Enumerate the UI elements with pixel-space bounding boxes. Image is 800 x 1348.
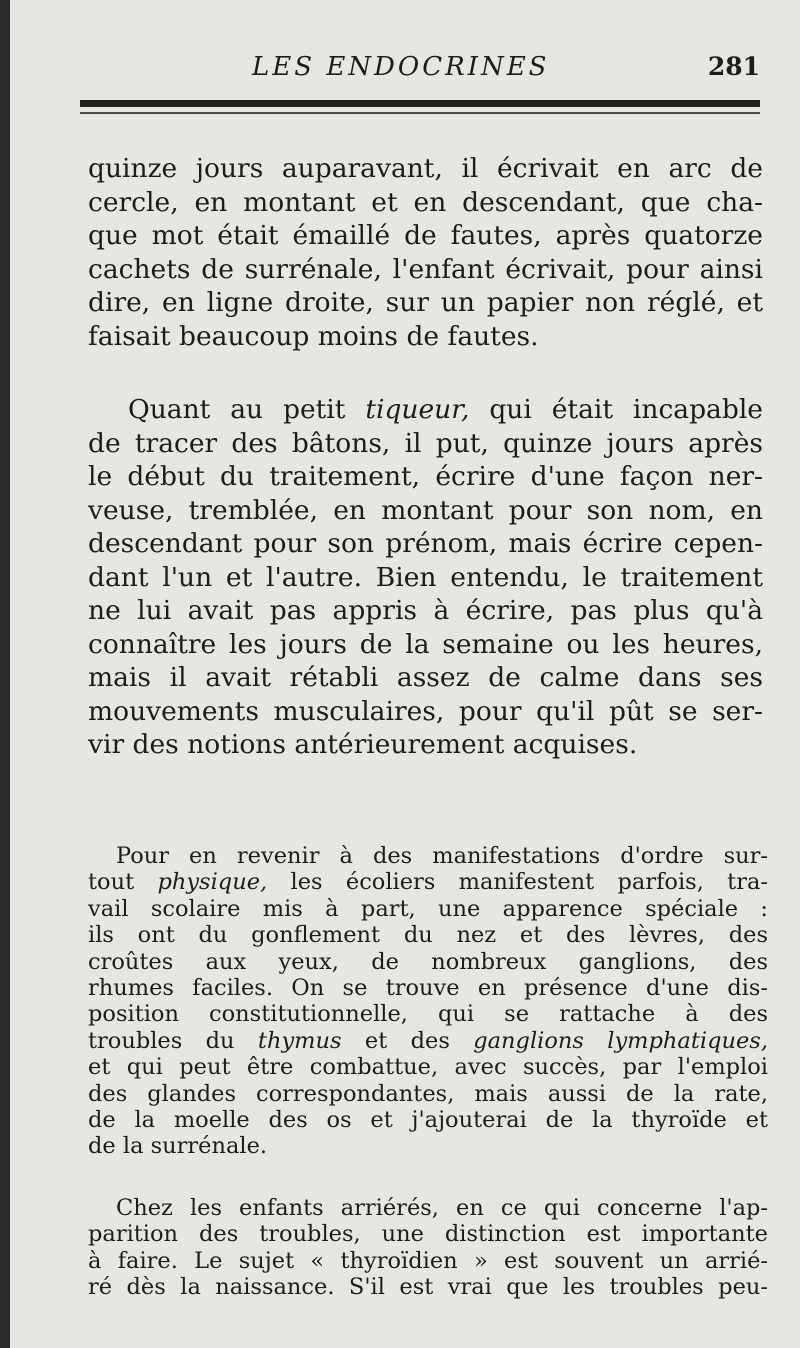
text-line: de tracer des bâtons, il put, quinze jours après xyxy=(88,427,763,459)
text-line: des glandes correspondantes, mais aussi de la rate, xyxy=(88,1080,768,1107)
text-line: cachets de surrénale, l'enfant écrivait, pour ainsi xyxy=(88,253,763,285)
text-line: ne lui avait pas appris à écrire, pas plus qu'à xyxy=(88,595,763,626)
text-line: vir des notions antérieurement acquises. xyxy=(88,729,638,760)
text-line: connaître les jours de la semaine ou les heures, xyxy=(88,628,763,660)
text-line: à faire. Le sujet « thyroïdien » est souvent un arrié- xyxy=(88,1247,768,1274)
header-rule-thin xyxy=(80,112,760,114)
text-run: qui était incapable xyxy=(469,394,763,425)
italic-word: tiqueur, xyxy=(365,394,470,425)
text-line: ré dès la naissance. S'il est vrai que les troubles peu- xyxy=(88,1274,768,1301)
text-line xyxy=(88,869,768,895)
text-line xyxy=(88,393,763,427)
italic-word: thymus xyxy=(257,1027,342,1054)
text-run: troubles du xyxy=(88,1027,258,1054)
text-line: quinze jours auparavant, il écrivait en arc de xyxy=(88,153,763,184)
text-line: veuse, tremblée, en montant pour son nom, en xyxy=(88,494,763,526)
text-line: Chez les enfants arriérés, en ce qui concerne l'ap- xyxy=(116,1195,768,1221)
text-run: et des xyxy=(341,1027,474,1054)
text-line: que mot était émaillé de fautes, après quatorze xyxy=(88,220,763,251)
paragraph-3 xyxy=(88,843,768,1160)
page-number: 281 xyxy=(707,52,760,81)
italic-word: physique, xyxy=(157,869,268,896)
text-line: parition des troubles, une distinction est importante xyxy=(88,1221,768,1248)
text-line: dant l'un et l'autre. Bien entendu, le traitement xyxy=(88,561,763,593)
text-line: croûtes aux yeux, de nombreux ganglions, des xyxy=(88,948,768,975)
text-line: de la moelle des os et j'ajouterai de la thyroïde et xyxy=(88,1107,768,1134)
paragraph-4 xyxy=(88,1195,768,1301)
book-page xyxy=(10,0,800,1348)
text-line: mouvements musculaires, pour qu'il pût se ser- xyxy=(88,695,763,727)
text-line: le début du traitement, écrire d'une façon ner- xyxy=(88,461,763,492)
page-header xyxy=(80,46,760,86)
text-line: vail scolaire mis à part, une apparence spéciale : xyxy=(88,895,768,922)
text-run: les écoliers manifestent parfois, tra- xyxy=(267,869,768,896)
paragraph-1 xyxy=(88,152,763,353)
italic-word: ganglions lymphatiques, xyxy=(473,1027,768,1054)
text-line: de la surrénale. xyxy=(88,1133,268,1160)
text-line: position constitutionnelle, qui se rattache à des xyxy=(88,1001,768,1028)
text-line: rhumes faciles. On se trouve en présence d'une dis- xyxy=(88,975,768,1002)
text-run: tout xyxy=(88,869,158,896)
header-rule xyxy=(80,100,760,107)
running-title: LES ENDOCRINES xyxy=(252,52,550,82)
text-run: Quant au petit xyxy=(128,394,366,425)
text-line: Pour en revenir à des manifestations d'ordre sur- xyxy=(116,843,768,869)
text-line: mais il avait rétabli assez de calme dans ses xyxy=(88,662,763,693)
text-line: descendant pour son prénom, mais écrire cepen- xyxy=(88,528,763,559)
text-line: ils ont du gonflement du nez et des lèvres, des xyxy=(88,922,768,949)
text-line: et qui peut être combattue, avec succès, par l'emploi xyxy=(88,1054,768,1081)
text-line: cercle, en montant et en descendant, que cha- xyxy=(88,186,763,218)
text-line: faisait beaucoup moins de fautes. xyxy=(88,320,539,352)
text-line xyxy=(88,1028,768,1054)
text-line: dire, en ligne droite, sur un papier non réglé, et xyxy=(88,287,763,318)
paragraph-2 xyxy=(88,393,763,762)
